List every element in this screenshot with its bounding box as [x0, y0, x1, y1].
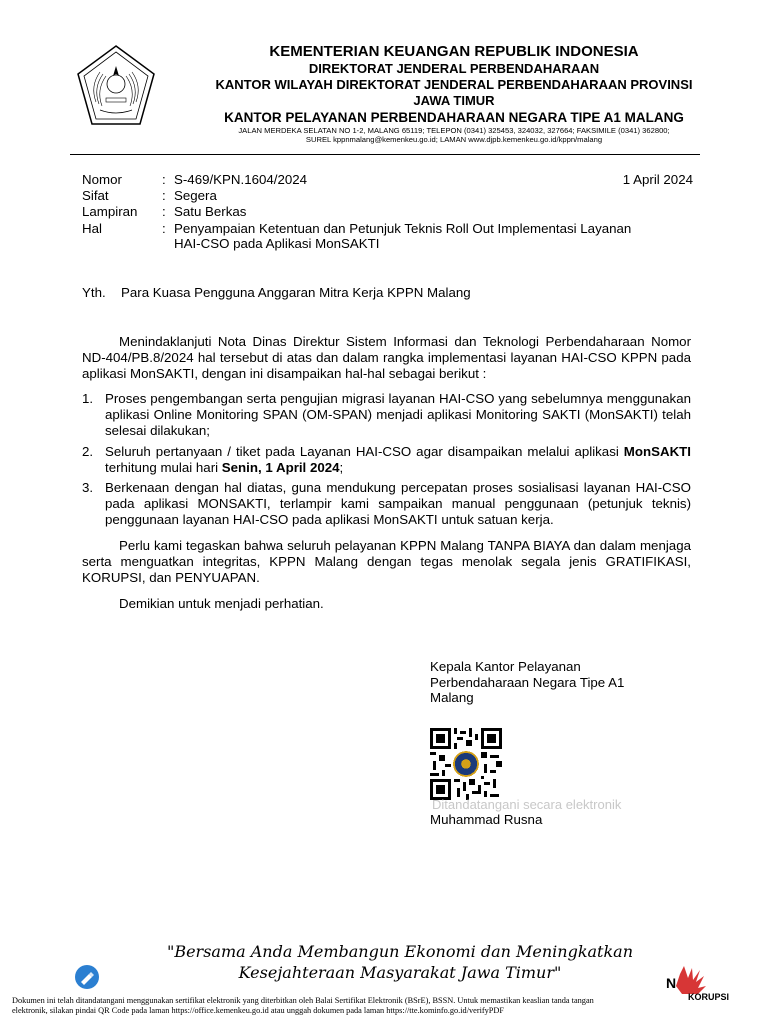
signer-title-line2: Perbendaharaan Negara Tipe A1 [430, 675, 625, 690]
item2-text-a: Seluruh pertanyaan / tiket pada Layanan HAI-CSO agar disampaikan melalui aplikasi [105, 444, 619, 459]
sifat-label: Sifat [82, 188, 109, 203]
lampiran-colon: : [162, 204, 166, 219]
item2-text-c: terhitung mulai hari [105, 460, 222, 475]
list-item-number: 2. [82, 444, 94, 459]
province-name: JAWA TIMUR [413, 93, 495, 108]
hal-colon: : [162, 221, 166, 236]
list-item-number: 1. [82, 391, 94, 406]
letter-date: 1 April 2024 [622, 172, 693, 187]
letterhead-divider [70, 154, 700, 155]
hal-label: Hal [82, 221, 102, 236]
list-item-number: 3. [82, 480, 94, 495]
office-contact: SUREL kppnmalang@kemenkeu.go.id; LAMAN www.djpb.kemenkeu.go.id/kppn/malang [305, 135, 603, 144]
signer-title-line3: Malang [430, 690, 474, 705]
intro-paragraph: Menindaklanjuti Nota Dinas Direktur Sistem Informasi dan Teknologi Perbendaharaan Nomor ND-404/PB.8/2024 hal tersebut di atas dan dalam rangka implementasi layanan HAI-CSO KPPN pada aplikasi MonSAKTI, dengan ini disampaikan hal-hal sebagai berikut : [82, 334, 691, 381]
signer-title-line1: Kepala Kantor Pelayanan [430, 659, 581, 674]
directorate-name: DIREKTORAT JENDERAL PERBENDAHARAAN [308, 61, 600, 76]
nomor-label: Nomor [82, 172, 122, 187]
footer-note [12, 996, 757, 1016]
closing-paragraph: Demikian untuk menjadi perhatian. [119, 596, 324, 611]
list-item: Berkenaan dengan hal diatas, guna mendukung percepatan proses sosialisasi layanan HAI-CSO pada aplikasi MONSAKTI, terlampir kami sampaikan manual penggunaan (petunjuk teknis) penggunaan layanan HAI-CSO pada aplikasi MonSAKTI untuk satuan kerja. [105, 480, 691, 527]
list-item: Proses pengembangan serta pengujian migrasi layanan HAI-CSO yang sebelumnya menggunakan aplikasi Online Monitoring SPAN (OM-SPAN) menjadi aplikasi Monitoring SAKTI (MonSAKTI) telah selesai dilakukan; [105, 391, 691, 438]
signature-qr-code[interactable] [430, 728, 502, 800]
motto-line2: Kesejahteraan Masyarakat Jawa Timur" [238, 963, 562, 982]
recipient-value: Para Kuasa Pengguna Anggaran Mitra Kerja KPPN Malang [121, 285, 471, 300]
letterhead [214, 42, 694, 144]
nomor-value: S-469/KPN.1604/2024 [174, 172, 308, 187]
footer-line1: Dokumen ini telah ditandatangani menggunakan sertifikat elektronik yang diterbitkan oleh Balai Sertifikat Elektronik (BSrE), BSSN. Untuk memastikan keaslian tanda tangan [12, 996, 594, 1005]
anti-corruption-stamp-text: KORUPSI [688, 992, 730, 1002]
lampiran-value: Satu Berkas [174, 204, 247, 219]
electronic-signature-note: Ditandatangani secara elektronik [432, 797, 622, 812]
list-item [105, 444, 691, 476]
ministry-name: KEMENTERIAN KEUANGAN REPUBLIK INDONESIA [269, 43, 639, 60]
signer-name: Muhammad Rusna [430, 812, 543, 827]
item2-start-date: Senin, 1 April 2024 [221, 460, 340, 475]
sifat-value: Segera [174, 188, 217, 203]
item2-text-e: ; [339, 460, 344, 475]
footer-line2: elektronik, silakan pindai QR Code pada laman https://office.kemenkeu.go.id atau unggah dokumen pada laman https://tte.kominfo.go.id/verifyPDF [12, 1006, 505, 1015]
office-name: KANTOR PELAYANAN PERBENDAHARAAN NEGARA TIPE A1 MALANG [224, 110, 684, 125]
regional-office-name: KANTOR WILAYAH DIREKTORAT JENDERAL PERBENDAHARAAN PROVINSI [215, 77, 693, 92]
recipient-label: Yth. [82, 285, 106, 300]
hal-value-line2: HAI-CSO pada Aplikasi MonSAKTI [174, 236, 380, 251]
svg-text:N: N [666, 975, 677, 991]
kemenkeu-logo [74, 44, 158, 128]
hal-value-line1: Penyampaian Ketentuan dan Petunjuk Teknis Roll Out Implementasi Layanan [174, 221, 632, 236]
item2-app-name: MonSAKTI [623, 444, 691, 459]
sifat-colon: : [162, 188, 166, 203]
motto-line1: "Bersama Anda Membangun Ekonomi dan Meningkatkan [166, 942, 634, 961]
bsre-logo-icon [74, 964, 100, 990]
lampiran-label: Lampiran [82, 204, 138, 219]
nomor-colon: : [162, 172, 166, 187]
office-address: JALAN MERDEKA SELATAN NO 1-2, MALANG 65119; TELEPON (0341) 325453, 324032, 327664; FAKSIMILE (0341) 362800; [238, 126, 670, 135]
integrity-paragraph: Perlu kami tegaskan bahwa seluruh pelayanan KPPN Malang TANPA BIAYA dan dalam menjaga serta menguatkan integritas, KPPN Malang dengan tegas menolak segala jenis GRATIFIKASI, KORUPSI, dan PENYUAPAN. [82, 538, 691, 585]
